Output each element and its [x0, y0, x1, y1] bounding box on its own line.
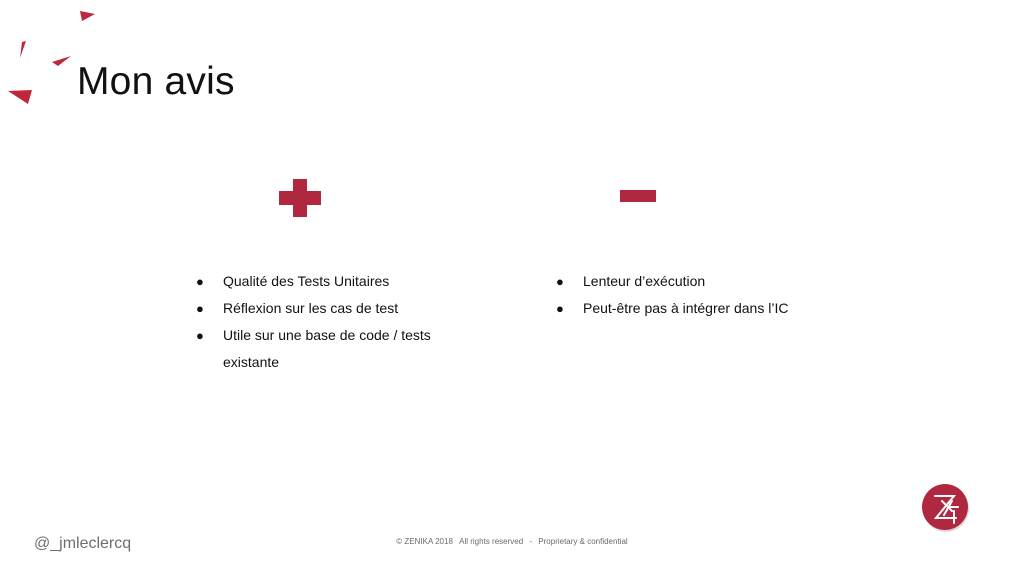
list-item: [196, 295, 456, 322]
bullet-icon: ●: [196, 301, 204, 316]
copyright-notice: [0, 537, 1024, 546]
bullet-icon: ●: [196, 274, 204, 289]
pros-item-text: Réflexion sur les cas de test: [223, 300, 399, 316]
pros-item-text: Utile sur une base de code / tests existante: [223, 327, 431, 370]
list-item: [556, 295, 856, 322]
plus-icon: [279, 179, 321, 217]
cons-list: [556, 268, 856, 322]
cons-item-text: Lenteur d’exécution: [583, 273, 706, 289]
copyright-text: © ZENIKA 2018: [396, 537, 453, 546]
bullet-icon: ●: [556, 274, 564, 289]
list-item: [556, 268, 856, 295]
list-item: [196, 268, 456, 295]
slide-title: Mon avis: [77, 60, 235, 103]
bullet-icon: ●: [556, 301, 564, 316]
list-item: [196, 322, 456, 376]
pros-list: [196, 268, 456, 376]
minus-icon: [620, 190, 656, 202]
zenika-logo-icon: [920, 481, 972, 533]
separator-text: -: [529, 537, 533, 546]
pros-item-text: Qualité des Tests Unitaires: [223, 273, 390, 289]
author-handle: @_jmleclercq: [34, 535, 132, 552]
rights-text: All rights reserved: [459, 537, 524, 546]
cons-item-text: Peut-être pas à intégrer dans l’IC: [583, 300, 789, 316]
confidentiality-text: Proprietary & confidential: [538, 537, 628, 546]
bullet-icon: ●: [196, 328, 204, 343]
